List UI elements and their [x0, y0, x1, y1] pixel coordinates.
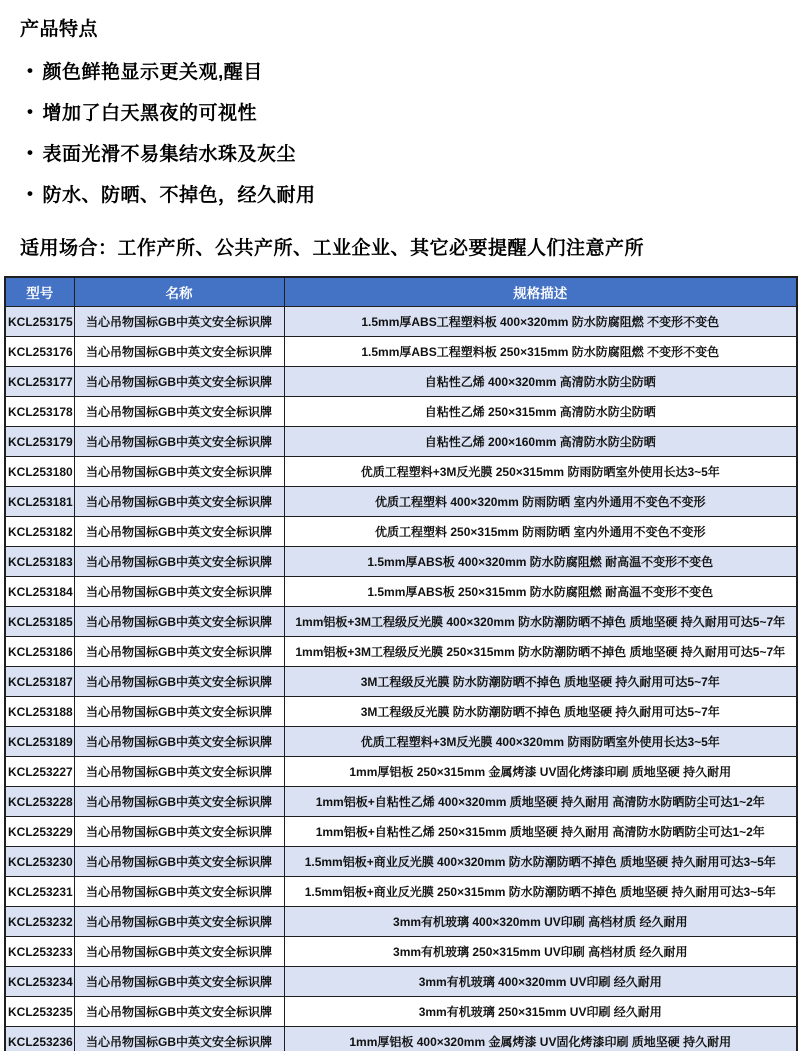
bullet-icon: •	[27, 143, 34, 162]
name-cell: 当心吊物国标GB中英文安全标识牌	[74, 667, 284, 697]
spec-cell: 1mm铝板+3M工程级反光膜 250×315mm 防水防潮防晒不掉色 质地坚硬 持久耐用可达5~7年	[284, 637, 797, 667]
model-cell: KCL253176	[5, 337, 74, 367]
name-cell: 当心吊物国标GB中英文安全标识牌	[74, 877, 284, 907]
table-row	[5, 517, 797, 547]
spec-table-body	[5, 307, 797, 1051]
table-row	[5, 397, 797, 427]
name-cell: 当心吊物国标GB中英文安全标识牌	[74, 577, 284, 607]
table-row	[5, 577, 797, 607]
bullet-icon: •	[27, 184, 34, 203]
table-row	[5, 907, 797, 937]
name-cell: 当心吊物国标GB中英文安全标识牌	[74, 427, 284, 457]
bullet-icon: •	[27, 61, 34, 80]
spec-cell: 3M工程级反光膜 防水防潮防晒不掉色 质地坚硬 持久耐用可达5~7年	[284, 697, 797, 727]
table-row	[5, 547, 797, 577]
feature-item	[20, 139, 800, 166]
product-features-section	[0, 0, 800, 207]
table-row	[5, 757, 797, 787]
model-column-header: 型号	[5, 277, 74, 307]
name-cell: 当心吊物国标GB中英文安全标识牌	[74, 1027, 284, 1051]
table-row	[5, 457, 797, 487]
feature-item	[20, 180, 800, 207]
spec-column-header: 规格描述	[284, 277, 797, 307]
spec-cell: 1.5mm铝板+商业反光膜 250×315mm 防水防潮防晒不掉色 质地坚硬 持久耐用可达3~5年	[284, 877, 797, 907]
name-cell: 当心吊物国标GB中英文安全标识牌	[74, 907, 284, 937]
feature-item-label: 颜色鲜艳显示更关观,醒目	[42, 62, 263, 83]
table-row	[5, 877, 797, 907]
table-row	[5, 607, 797, 637]
spec-cell: 1.5mm铝板+商业反光膜 400×320mm 防水防潮防晒不掉色 质地坚硬 持久耐用可达3~5年	[284, 847, 797, 877]
model-cell: KCL253227	[5, 757, 74, 787]
model-cell: KCL253186	[5, 637, 74, 667]
spec-cell: 3mm有机玻璃 250×315mm UV印刷 高档材质 经久耐用	[284, 937, 797, 967]
name-cell: 当心吊物国标GB中英文安全标识牌	[74, 847, 284, 877]
model-cell: KCL253229	[5, 817, 74, 847]
table-row	[5, 847, 797, 877]
table-row	[5, 937, 797, 967]
spec-cell: 自粘性乙烯 250×315mm 高清防水防尘防晒	[284, 397, 797, 427]
table-row	[5, 637, 797, 667]
spec-cell: 3M工程级反光膜 防水防潮防晒不掉色 质地坚硬 持久耐用可达5~7年	[284, 667, 797, 697]
model-cell: KCL253175	[5, 307, 74, 337]
table-row	[5, 727, 797, 757]
spec-cell: 3mm有机玻璃 250×315mm UV印刷 经久耐用	[284, 997, 797, 1027]
table-row	[5, 337, 797, 367]
table-row	[5, 697, 797, 727]
name-cell: 当心吊物国标GB中英文安全标识牌	[74, 517, 284, 547]
name-cell: 当心吊物国标GB中英文安全标识牌	[74, 727, 284, 757]
feature-list	[20, 57, 800, 207]
feature-item	[20, 57, 800, 84]
name-cell: 当心吊物国标GB中英文安全标识牌	[74, 457, 284, 487]
model-cell: KCL253185	[5, 607, 74, 637]
model-cell: KCL253235	[5, 997, 74, 1027]
model-cell: KCL253181	[5, 487, 74, 517]
bullet-icon: •	[27, 102, 34, 121]
table-row	[5, 997, 797, 1027]
name-cell: 当心吊物国标GB中英文安全标识牌	[74, 487, 284, 517]
feature-item-label: 增加了白天黑夜的可视性	[42, 103, 257, 124]
features-heading: 产品特点	[20, 19, 99, 40]
spec-cell: 1mm铝板+3M工程级反光膜 400×320mm 防水防潮防晒不掉色 质地坚硬 持久耐用可达5~7年	[284, 607, 797, 637]
spec-cell: 3mm有机玻璃 400×320mm UV印刷 经久耐用	[284, 967, 797, 997]
model-cell: KCL253184	[5, 577, 74, 607]
feature-item-label: 表面光滑不易集结水珠及灰尘	[42, 144, 296, 165]
model-cell: KCL253183	[5, 547, 74, 577]
model-cell: KCL253179	[5, 427, 74, 457]
name-cell: 当心吊物国标GB中英文安全标识牌	[74, 787, 284, 817]
spec-cell: 自粘性乙烯 400×320mm 高清防水防尘防晒	[284, 367, 797, 397]
spec-table-header	[5, 277, 797, 307]
name-column-header: 名称	[74, 277, 284, 307]
table-row	[5, 667, 797, 697]
applicable-occasions-text: 适用场合：工作产所、公共产所、工业企业、其它必要提醒人们注意产所	[20, 238, 645, 259]
model-cell: KCL253177	[5, 367, 74, 397]
table-row	[5, 787, 797, 817]
spec-cell: 1mm铝板+自粘性乙烯 400×320mm 质地坚硬 持久耐用 高清防水防晒防尘可达1~2年	[284, 787, 797, 817]
model-cell: KCL253232	[5, 907, 74, 937]
model-cell: KCL253180	[5, 457, 74, 487]
model-cell: KCL253188	[5, 697, 74, 727]
model-cell: KCL253182	[5, 517, 74, 547]
name-cell: 当心吊物国标GB中英文安全标识牌	[74, 967, 284, 997]
name-cell: 当心吊物国标GB中英文安全标识牌	[74, 307, 284, 337]
name-cell: 当心吊物国标GB中英文安全标识牌	[74, 607, 284, 637]
model-cell: KCL253233	[5, 937, 74, 967]
spec-cell: 优质工程塑料 250×315mm 防雨防晒 室内外通用不变色不变形	[284, 517, 797, 547]
table-row	[5, 367, 797, 397]
model-cell: KCL253187	[5, 667, 74, 697]
model-cell: KCL253178	[5, 397, 74, 427]
name-cell: 当心吊物国标GB中英文安全标识牌	[74, 757, 284, 787]
table-row	[5, 817, 797, 847]
table-row	[5, 967, 797, 997]
table-row	[5, 1027, 797, 1051]
name-cell: 当心吊物国标GB中英文安全标识牌	[74, 697, 284, 727]
model-cell: KCL253234	[5, 967, 74, 997]
spec-cell: 优质工程塑料+3M反光膜 250×315mm 防雨防晒室外使用长达3~5年	[284, 457, 797, 487]
model-cell: KCL253230	[5, 847, 74, 877]
spec-cell: 1.5mm厚ABS板 400×320mm 防水防腐阻燃 耐高温不变形不变色	[284, 547, 797, 577]
model-cell: KCL253189	[5, 727, 74, 757]
name-cell: 当心吊物国标GB中英文安全标识牌	[74, 937, 284, 967]
model-cell: KCL253231	[5, 877, 74, 907]
name-cell: 当心吊物国标GB中英文安全标识牌	[74, 547, 284, 577]
feature-item-label: 防水、防晒、不掉色，经久耐用	[42, 185, 316, 206]
header-row	[5, 277, 797, 307]
model-cell: KCL253236	[5, 1027, 74, 1051]
feature-item	[20, 98, 800, 125]
name-cell: 当心吊物国标GB中英文安全标识牌	[74, 817, 284, 847]
spec-cell: 1.5mm厚ABS工程塑料板 400×320mm 防水防腐阻燃 不变形不变色	[284, 307, 797, 337]
spec-cell: 1mm厚铝板 250×315mm 金属烤漆 UV固化烤漆印刷 质地坚硬 持久耐用	[284, 757, 797, 787]
name-cell: 当心吊物国标GB中英文安全标识牌	[74, 637, 284, 667]
name-cell: 当心吊物国标GB中英文安全标识牌	[74, 367, 284, 397]
name-cell: 当心吊物国标GB中英文安全标识牌	[74, 397, 284, 427]
spec-cell: 自粘性乙烯 200×160mm 高清防水防尘防晒	[284, 427, 797, 457]
model-cell: KCL253228	[5, 787, 74, 817]
spec-cell: 优质工程塑料 400×320mm 防雨防晒 室内外通用不变色不变形	[284, 487, 797, 517]
table-row	[5, 427, 797, 457]
spec-cell: 1.5mm厚ABS工程塑料板 250×315mm 防水防腐阻燃 不变形不变色	[284, 337, 797, 367]
name-cell: 当心吊物国标GB中英文安全标识牌	[74, 997, 284, 1027]
spec-cell: 1mm铝板+自粘性乙烯 250×315mm 质地坚硬 持久耐用 高清防水防晒防尘可达1~2年	[284, 817, 797, 847]
table-row	[5, 307, 797, 337]
spec-cell: 1.5mm厚ABS板 250×315mm 防水防腐阻燃 耐高温不变形不变色	[284, 577, 797, 607]
spec-cell: 3mm有机玻璃 400×320mm UV印刷 高档材质 经久耐用	[284, 907, 797, 937]
spec-cell: 1mm厚铝板 400×320mm 金属烤漆 UV固化烤漆印刷 质地坚硬 持久耐用	[284, 1027, 797, 1051]
table-row	[5, 487, 797, 517]
product-spec-table	[4, 276, 798, 1051]
spec-cell: 优质工程塑料+3M反光膜 400×320mm 防雨防晒室外使用长达3~5年	[284, 727, 797, 757]
name-cell: 当心吊物国标GB中英文安全标识牌	[74, 337, 284, 367]
